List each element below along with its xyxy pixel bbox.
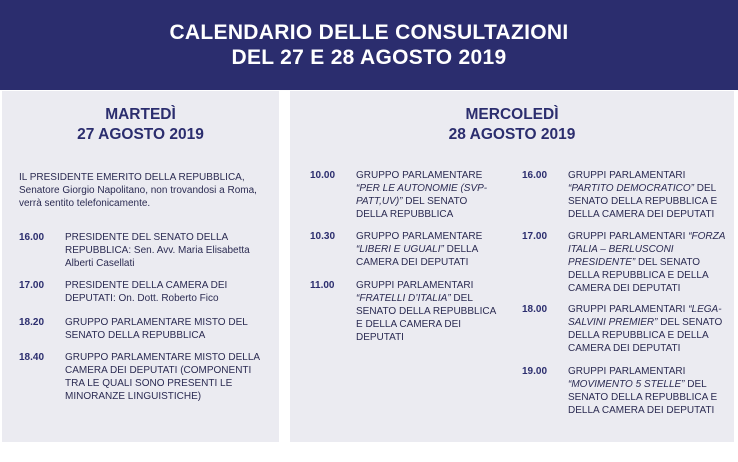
entry-text: GRUPPI PARLAMENTARI “MOVIMENTO 5 STELLE” DEL SENATO DELLA REPUBBLICA E DELLA CAMERA DEI DEPUTATI: [568, 366, 718, 416]
entry-time: 17.00: [19, 280, 45, 291]
schedule-entry: [19, 279, 269, 305]
schedule-entry: [310, 169, 500, 221]
entry-time: 16.00: [522, 170, 548, 181]
day-date: 28 AGOSTO 2019: [448, 126, 576, 143]
schedule-entry: [19, 231, 269, 270]
entry-text: GRUPPO PARLAMENTARE “LIBERI E UGUALI” DELLA CAMERA DEI DEPUTATI: [356, 231, 483, 268]
entry-time: 17.00: [522, 231, 548, 242]
entry-text: GRUPPI PARLAMENTARI “LEGA-SALVINI PREMIER” DEL SENATO DELLA REPUBBLICA E DELLA CAMERA DEI DEPUTATI: [568, 304, 723, 354]
day-heading-tuesday: [2, 105, 279, 145]
schedule-entry: [310, 279, 500, 344]
schedule-entry: [522, 303, 727, 355]
day-name: MERCOLEDÌ: [465, 106, 559, 123]
entry-text: GRUPPI PARLAMENTARI “FRATELLI D’ITALIA” DEL SENATO DELLA REPUBBLICA E DELLA CAMERA DEI DEPUTATI: [356, 280, 496, 343]
entry-text: GRUPPO PARLAMENTARE MISTO DELLA CAMERA DEI DEPUTATI (COMPONENTI TRA LE QUALI SONO PRESENTI LE MINORANZE LINGUISTICHE): [65, 352, 260, 402]
schedule-entry: [522, 230, 727, 295]
entry-text: GRUPPO PARLAMENTARE MISTO DEL SENATO DELLA REPUBBLICA: [65, 317, 248, 341]
header-title-line1: CALENDARIO DELLE CONSULTAZIONI: [169, 21, 569, 44]
entry-text: GRUPPO PARLAMENTARE “PER LE AUTONOMIE (SVP-PATT,UV)” DEL SENATO DELLA REPUBBLICA: [356, 170, 488, 220]
entry-text: PRESIDENTE DEL SENATO DELLA REPUBBLICA: Sen. Avv. Maria Elisabetta Alberti Casellati: [65, 232, 250, 269]
day-panel-wednesday: [290, 91, 734, 442]
schedule-entry: [522, 365, 727, 417]
page-header: [0, 0, 738, 90]
schedule-entry: [522, 169, 727, 221]
entry-text: GRUPPI PARLAMENTARI “FORZA ITALIA – BERLUSCONI PRESIDENTE” DEL SENATO DELLA REPUBBLICA E DELLA CAMERA DEI DEPUTATI: [568, 231, 726, 294]
intro-note: IL PRESIDENTE EMERITO DELLA REPUBBLICA, Senatore Giorgio Napolitano, non trovandosi a Roma, verrà sentito telefonicamente.: [19, 172, 257, 209]
entry-text: GRUPPI PARLAMENTARI “PARTITO DEMOCRATICO” DEL SENATO DELLA REPUBBLICA E DELLA CAMERA DEI DEPUTATI: [568, 170, 718, 220]
entry-time: 16.00: [19, 232, 45, 243]
header-title-line2: DEL 27 E 28 AGOSTO 2019: [231, 46, 507, 69]
day-heading-wednesday: [290, 105, 734, 145]
entry-time: 18.40: [19, 352, 45, 363]
entry-time: 18.20: [19, 317, 45, 328]
schedule-entry: [19, 316, 269, 342]
day-date: 27 AGOSTO 2019: [77, 126, 204, 143]
day-panel-tuesday: [2, 91, 279, 442]
entry-time: 18.00: [522, 304, 548, 315]
entry-time: 10.30: [310, 231, 336, 242]
schedule-entry: [310, 230, 500, 269]
entry-time: 19.00: [522, 366, 548, 377]
schedule-entry: [19, 351, 269, 403]
entry-time: 11.00: [310, 280, 335, 291]
entry-time: 10.00: [310, 170, 336, 181]
entry-text: PRESIDENTE DELLA CAMERA DEI DEPUTATI: On. Dott. Roberto Fico: [65, 280, 228, 304]
day-name: MARTEDÌ: [105, 106, 176, 123]
